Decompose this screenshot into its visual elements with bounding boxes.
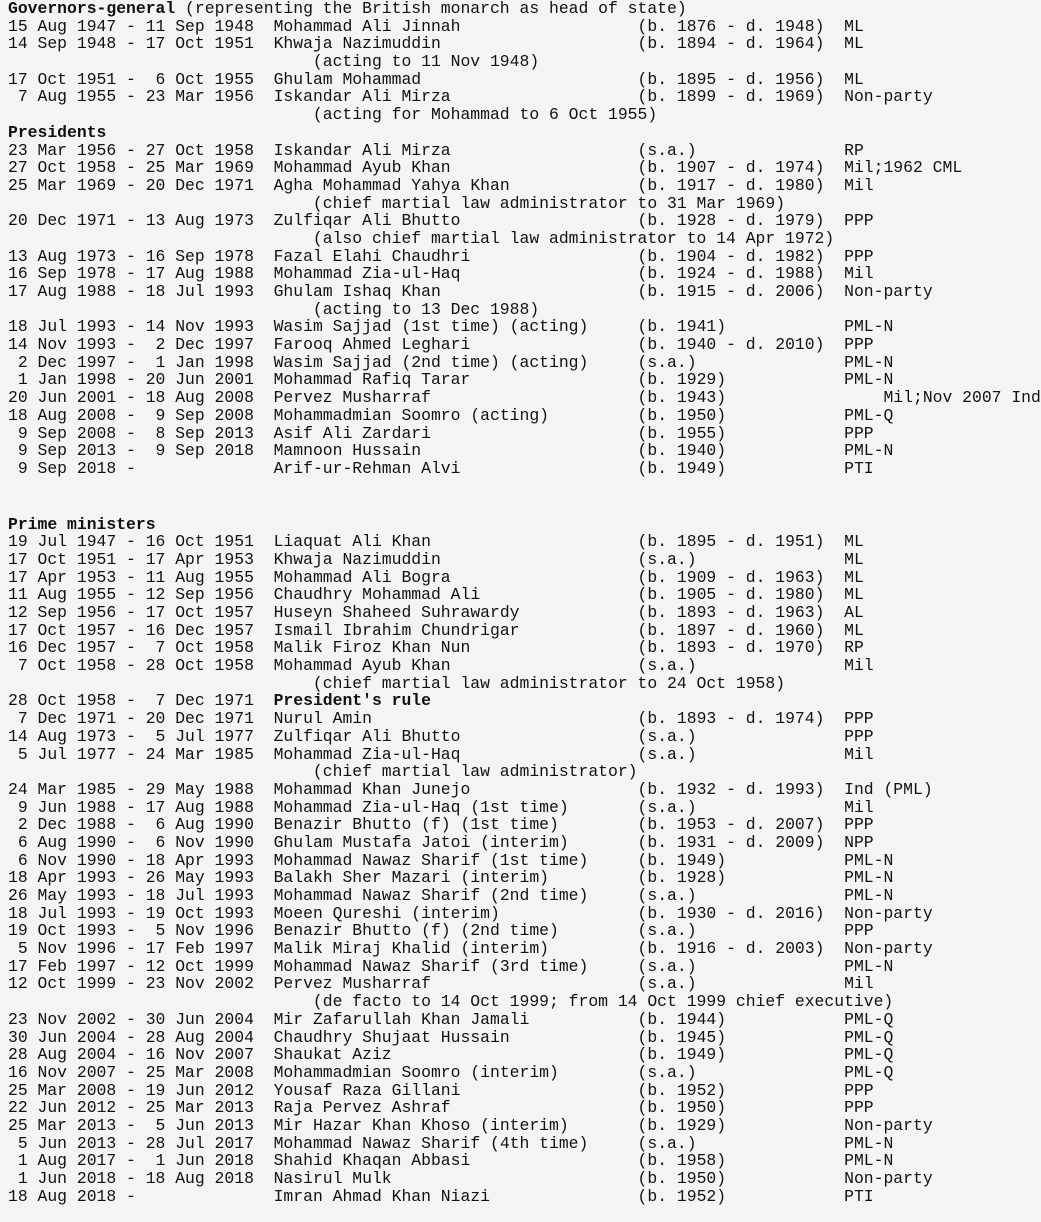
holder-name: Asif Ali Zardari xyxy=(273,423,431,443)
term-dates: 20 Jun 2001 - 18 Aug 2008 xyxy=(8,388,254,408)
birth-death: (b. 1941) xyxy=(637,317,727,337)
term-dates: 25 Mar 1969 - 20 Dec 1971 xyxy=(8,175,254,195)
office-holder-row xyxy=(8,1064,1020,1082)
holder-note xyxy=(8,993,1020,1011)
birth-death: (s.a.) xyxy=(637,1133,697,1153)
term-dates: 22 Jun 2012 - 25 Mar 2013 xyxy=(8,1098,254,1118)
party: Mil xyxy=(844,656,874,676)
holder-name: Khwaja Nazimuddin xyxy=(273,34,441,54)
term-dates: 27 Oct 1958 - 25 Mar 1969 xyxy=(8,158,254,178)
office-holder-row xyxy=(8,460,1020,478)
term-dates: 12 Sep 1956 - 17 Oct 1957 xyxy=(8,603,254,622)
party: PPP xyxy=(844,1080,874,1100)
office-holder-row xyxy=(8,71,1020,89)
holder-name: Ghulam Mustafa Jatoi (interim) xyxy=(273,832,569,852)
birth-death: (b. 1940 - d. 2010) xyxy=(637,335,825,355)
party: RP xyxy=(844,638,864,658)
party: PPP xyxy=(844,726,874,746)
office-holder-row xyxy=(8,569,1020,587)
birth-death: (b. 1929) xyxy=(637,370,727,390)
holder-name: Mohammad Nawaz Sharif (2nd time) xyxy=(273,886,589,905)
birth-death: (b. 1949) xyxy=(637,850,727,870)
party: ML xyxy=(844,34,864,54)
holder-name: Chaudhry Shujaat Hussain xyxy=(273,1027,510,1047)
party: ML xyxy=(844,567,864,587)
term-dates: 18 Jul 1993 - 19 Oct 1993 xyxy=(8,903,254,923)
party: PML-N xyxy=(844,352,894,372)
party: Non-party xyxy=(844,87,933,107)
birth-death: (b. 1897 - d. 1960) xyxy=(637,620,825,640)
party: PML-Q xyxy=(844,1009,894,1029)
term-dates: 17 Oct 1957 - 16 Dec 1957 xyxy=(8,620,254,640)
office-holder-row xyxy=(8,425,1020,443)
office-holder-row xyxy=(8,336,1020,354)
office-holder-row xyxy=(8,710,1020,728)
office-holder-row xyxy=(8,1029,1020,1047)
term-dates: 16 Sep 1978 - 17 Aug 1988 xyxy=(8,264,254,284)
holder-name: Ghulam Ishaq Khan xyxy=(273,282,441,301)
term-dates: 14 Nov 1993 - 2 Dec 1997 xyxy=(8,335,254,355)
holder-name: Benazir Bhutto (f) (2nd time) xyxy=(273,921,559,941)
term-dates: 26 May 1993 - 18 Jul 1993 xyxy=(8,886,254,905)
term-dates: 12 Oct 1999 - 23 Nov 2002 xyxy=(8,974,254,994)
party: PML-N xyxy=(844,886,894,905)
birth-death: (b. 1952) xyxy=(637,1080,727,1100)
section-heading-label: Governors-general xyxy=(8,0,176,18)
holder-name: Mamnoon Hussain xyxy=(273,441,422,461)
term-dates: 16 Nov 2007 - 25 Mar 2008 xyxy=(8,1062,254,1082)
term-dates: 6 Aug 1990 - 6 Nov 1990 xyxy=(8,832,254,852)
party: PML-N xyxy=(844,956,894,976)
birth-death: (b. 1953 - d. 2007) xyxy=(637,815,825,835)
section-heading-label: Prime ministers xyxy=(8,514,156,534)
term-dates: 9 Sep 2008 - 8 Sep 2013 xyxy=(8,423,254,443)
holder-name: Mohammad Nawaz Sharif (3rd time) xyxy=(273,956,589,976)
term-dates: 7 Dec 1971 - 20 Dec 1971 xyxy=(8,709,254,729)
holder-name: Shaukat Aziz xyxy=(273,1045,392,1065)
birth-death: (b. 1895 - d. 1956) xyxy=(637,69,825,89)
holder-note-text: (acting to 11 Nov 1948) xyxy=(312,52,540,72)
office-holder-row xyxy=(8,371,1020,389)
party: PML-Q xyxy=(844,405,894,425)
party: Mil xyxy=(844,175,874,195)
term-dates: 18 Jul 1993 - 14 Nov 1993 xyxy=(8,317,254,337)
party: Mil xyxy=(844,797,874,817)
party: PML-N xyxy=(844,441,894,461)
term-dates: 1 Jun 2018 - 18 Aug 2018 xyxy=(8,1169,254,1188)
office-holder-row xyxy=(8,1170,1020,1188)
party: Non-party xyxy=(844,1169,933,1188)
party: PPP xyxy=(844,246,874,266)
holder-note-text: (also chief martial law administrator to 14 Apr 1972) xyxy=(312,228,835,248)
term-dates: 6 Nov 1990 - 18 Apr 1993 xyxy=(8,850,254,870)
holder-name: Mohammadmian Soomro (interim) xyxy=(273,1062,559,1082)
office-holder-row xyxy=(8,869,1020,887)
birth-death: (s.a.) xyxy=(637,974,697,994)
holder-name: Nurul Amin xyxy=(273,709,372,729)
holder-note xyxy=(8,230,1020,248)
birth-death: (b. 1899 - d. 1969) xyxy=(637,87,825,107)
office-holder-row xyxy=(8,1099,1020,1117)
holder-name: Ismail Ibrahim Chundrigar xyxy=(273,620,520,640)
birth-death: (b. 1958) xyxy=(637,1151,727,1171)
party: PML-N xyxy=(844,1151,894,1171)
term-dates: 7 Aug 1955 - 23 Mar 1956 xyxy=(8,87,254,107)
party: PML-N xyxy=(844,1133,894,1153)
party: ML xyxy=(844,16,864,36)
holder-name: Yousaf Raza Gillani xyxy=(273,1080,461,1100)
birth-death: (b. 1876 - d. 1948) xyxy=(637,16,825,36)
birth-death: (s.a.) xyxy=(637,1062,697,1082)
term-dates: 5 Nov 1996 - 17 Feb 1997 xyxy=(8,939,254,959)
office-holder-row xyxy=(8,1082,1020,1100)
term-dates: 30 Jun 2004 - 28 Aug 2004 xyxy=(8,1027,254,1047)
party: Non-party xyxy=(844,903,933,923)
term-dates: 13 Aug 1973 - 16 Sep 1978 xyxy=(8,246,254,266)
office-holder-row xyxy=(8,35,1020,53)
birth-death: (b. 1928 - d. 1979) xyxy=(637,211,825,231)
birth-death: (b. 1944) xyxy=(637,1009,727,1029)
birth-death: (b. 1931 - d. 2009) xyxy=(637,832,825,852)
holder-name: Malik Miraj Khalid (interim) xyxy=(273,939,550,959)
birth-death: (s.a.) xyxy=(637,956,697,976)
section-heading-prime-ministers xyxy=(8,516,1020,534)
holder-name: Mohammad Zia-ul-Haq xyxy=(273,264,461,284)
party: Mil;1962 CML xyxy=(844,158,963,178)
birth-death: (b. 1894 - d. 1964) xyxy=(637,34,825,54)
term-dates: 28 Aug 2004 - 16 Nov 2007 xyxy=(8,1045,254,1065)
birth-death: (b. 1945) xyxy=(637,1027,727,1047)
holder-name: Mohammadmian Soomro (acting) xyxy=(273,405,550,425)
holder-note xyxy=(8,763,1020,781)
party: Non-party xyxy=(844,282,933,301)
birth-death: (b. 1916 - d. 2003) xyxy=(637,939,825,959)
party: Mil xyxy=(844,974,874,994)
holder-name: Moeen Qureshi (interim) xyxy=(273,903,500,923)
party: Mil;Nov 2007 Ind xyxy=(844,388,1041,408)
office-holder-row xyxy=(8,922,1020,940)
party: ML xyxy=(844,532,864,552)
holder-name: President's rule xyxy=(273,691,431,711)
office-holder-row xyxy=(8,407,1020,425)
section-heading-label: Presidents xyxy=(8,122,107,142)
birth-death: (s.a.) xyxy=(637,921,697,941)
birth-death: (s.a.) xyxy=(637,726,697,746)
term-dates: 20 Dec 1971 - 13 Aug 1973 xyxy=(8,211,254,231)
office-holder-row xyxy=(8,354,1020,372)
term-dates: 23 Mar 1956 - 27 Oct 1958 xyxy=(8,140,254,160)
office-holder-row xyxy=(8,781,1020,799)
party: NPP xyxy=(844,832,874,852)
term-dates: 9 Sep 2018 - xyxy=(8,458,254,478)
party: PPP xyxy=(844,423,874,443)
section-spacer xyxy=(8,478,1020,516)
holder-name: Mohammad Nawaz Sharif (4th time) xyxy=(273,1133,589,1153)
holder-name: Mohammad Zia-ul-Haq (1st time) xyxy=(273,797,569,817)
term-dates: 14 Sep 1948 - 17 Oct 1951 xyxy=(8,34,254,54)
party: Ind (PML) xyxy=(844,779,933,799)
holder-name: Mohammad Rafiq Tarar xyxy=(273,370,471,390)
holder-name: Mohammad Ali Jinnah xyxy=(273,16,461,36)
office-holder-row xyxy=(8,975,1020,993)
holder-name: Liaquat Ali Khan xyxy=(273,532,431,552)
term-dates: 15 Aug 1947 - 11 Sep 1948 xyxy=(8,16,254,36)
holder-name: Fazal Elahi Chaudhri xyxy=(273,246,471,266)
holder-name: Pervez Musharraf xyxy=(273,974,431,994)
office-holder-row xyxy=(8,905,1020,923)
party: AL xyxy=(844,603,864,622)
office-holder-row xyxy=(8,1152,1020,1170)
holder-name: Nasirul Mulk xyxy=(273,1169,392,1188)
holder-name: Khwaja Nazimuddin xyxy=(273,549,441,569)
holder-name: Chaudhry Mohammad Ali xyxy=(273,585,481,605)
term-dates: 17 Oct 1951 - 6 Oct 1955 xyxy=(8,69,254,89)
birth-death: (b. 1943) xyxy=(637,388,727,408)
term-dates: 18 Aug 2018 - xyxy=(8,1186,254,1206)
section-heading-presidents xyxy=(8,124,1020,142)
term-dates: 11 Aug 1955 - 12 Sep 1956 xyxy=(8,585,254,605)
party: RP xyxy=(844,140,864,160)
term-dates: 16 Dec 1957 - 7 Oct 1958 xyxy=(8,638,254,658)
holder-name: Mohammad Khan Junejo xyxy=(273,779,471,799)
term-dates: 5 Jul 1977 - 24 Mar 1985 xyxy=(8,744,254,764)
holder-note-text: (de facto to 14 Oct 1999; from 14 Oct 1999 chief executive) xyxy=(312,992,894,1012)
party: PPP xyxy=(844,211,874,231)
holder-name: Agha Mohammad Yahya Khan xyxy=(273,175,510,195)
office-holder-row xyxy=(8,852,1020,870)
office-holder-row xyxy=(8,816,1020,834)
term-dates: 14 Aug 1973 - 5 Jul 1977 xyxy=(8,726,254,746)
office-holder-row xyxy=(8,1135,1020,1153)
holder-name: Mohammad Ali Bogra xyxy=(273,567,451,587)
birth-death: (b. 1907 - d. 1974) xyxy=(637,158,825,178)
office-holder-row xyxy=(8,958,1020,976)
holder-note-text: (acting for Mohammad to 6 Oct 1955) xyxy=(312,105,658,125)
holder-name: Benazir Bhutto (f) (1st time) xyxy=(273,815,559,835)
holder-note-text: (chief martial law administrator to 31 Mar 1969) xyxy=(312,193,786,213)
birth-death: (b. 1904 - d. 1982) xyxy=(637,246,825,266)
term-dates: 19 Oct 1993 - 5 Nov 1996 xyxy=(8,921,254,941)
term-dates: 17 Oct 1951 - 17 Apr 1953 xyxy=(8,549,254,569)
term-dates: 17 Aug 1988 - 18 Jul 1993 xyxy=(8,282,254,301)
birth-death: (s.a.) xyxy=(637,886,697,905)
office-holder-row xyxy=(8,728,1020,746)
holder-name: Farooq Ahmed Leghari xyxy=(273,335,471,355)
office-holder-row xyxy=(8,639,1020,657)
party: PML-N xyxy=(844,868,894,888)
holder-name: Zulfiqar Ali Bhutto xyxy=(273,211,461,231)
birth-death: (s.a.) xyxy=(637,549,697,569)
birth-death: (b. 1905 - d. 1980) xyxy=(637,585,825,605)
office-holder-row xyxy=(8,248,1020,266)
office-holder-row xyxy=(8,88,1020,106)
holder-note xyxy=(8,195,1020,213)
office-holder-row xyxy=(8,834,1020,852)
party: PML-N xyxy=(844,850,894,870)
term-dates: 17 Apr 1953 - 11 Aug 1955 xyxy=(8,567,254,587)
office-holder-row xyxy=(8,142,1020,160)
birth-death: (s.a.) xyxy=(637,656,697,676)
office-holder-row xyxy=(8,533,1020,551)
birth-death: (b. 1949) xyxy=(637,1045,727,1065)
term-dates: 2 Dec 1988 - 6 Aug 1990 xyxy=(8,815,254,835)
holder-name: Mohammad Ayub Khan xyxy=(273,656,451,676)
party: PPP xyxy=(844,335,874,355)
holder-name: Arif-ur-Rehman Alvi xyxy=(273,458,461,478)
office-holder-row xyxy=(8,177,1020,195)
birth-death: (b. 1917 - d. 1980) xyxy=(637,175,825,195)
birth-death: (b. 1952) xyxy=(637,1186,727,1206)
holder-name: Iskandar Ali Mirza xyxy=(273,140,451,160)
birth-death: (b. 1928) xyxy=(637,868,727,888)
birth-death: (b. 1932 - d. 1993) xyxy=(637,779,825,799)
term-dates: 1 Aug 2017 - 1 Jun 2018 xyxy=(8,1151,254,1171)
office-holder-row xyxy=(8,887,1020,905)
holder-name: Iskandar Ali Mirza xyxy=(273,87,451,107)
office-holder-row xyxy=(8,442,1020,460)
holder-note xyxy=(8,675,1020,693)
office-holder-row xyxy=(8,1011,1020,1029)
holder-note-text: (acting to 13 Dec 1988) xyxy=(312,299,540,319)
holder-name: Mohammad Zia-ul-Haq xyxy=(273,744,461,764)
holder-name: Shahid Khaqan Abbasi xyxy=(273,1151,471,1171)
office-holder-row xyxy=(8,1117,1020,1135)
term-dates: 24 Mar 1985 - 29 May 1988 xyxy=(8,779,254,799)
party: ML xyxy=(844,549,864,569)
holder-name: Mohammad Nawaz Sharif (1st time) xyxy=(273,850,589,870)
party: PTI xyxy=(844,458,874,478)
holder-name: Wasim Sajjad (1st time) (acting) xyxy=(273,317,589,337)
holder-name: Ghulam Mohammad xyxy=(273,69,422,89)
office-holder-row xyxy=(8,657,1020,675)
term-dates: 19 Jul 1947 - 16 Oct 1951 xyxy=(8,532,254,552)
party: PTI xyxy=(844,1186,874,1206)
birth-death: (b. 1915 - d. 2006) xyxy=(637,282,825,301)
birth-death: (b. 1955) xyxy=(637,423,727,443)
term-dates: 25 Mar 2013 - 5 Jun 2013 xyxy=(8,1115,254,1135)
holder-name: Wasim Sajjad (2nd time) (acting) xyxy=(273,352,589,372)
birth-death: (b. 1949) xyxy=(637,458,727,478)
office-holder-row xyxy=(8,18,1020,36)
party: Mil xyxy=(844,744,874,764)
party: PML-Q xyxy=(844,1027,894,1047)
party: Non-party xyxy=(844,1115,933,1135)
holder-note xyxy=(8,106,1020,124)
term-dates: 28 Oct 1958 - 7 Dec 1971 xyxy=(8,691,254,711)
birth-death: (b. 1950) xyxy=(637,1098,727,1118)
party: PML-N xyxy=(844,317,894,337)
office-holder-row xyxy=(8,1188,1020,1206)
office-holder-row xyxy=(8,604,1020,622)
birth-death: (b. 1930 - d. 2016) xyxy=(637,903,825,923)
holder-note xyxy=(8,53,1020,71)
party: PML-Q xyxy=(844,1045,894,1065)
office-holder-row xyxy=(8,940,1020,958)
office-holder-row xyxy=(8,692,1020,710)
office-holder-row xyxy=(8,586,1020,604)
office-holder-row xyxy=(8,799,1020,817)
birth-death: (b. 1950) xyxy=(637,405,727,425)
holder-name: Zulfiqar Ali Bhutto xyxy=(273,726,461,746)
birth-death: (b. 1909 - d. 1963) xyxy=(637,567,825,587)
birth-death: (b. 1924 - d. 1988) xyxy=(637,264,825,284)
birth-death: (b. 1893 - d. 1970) xyxy=(637,638,825,658)
birth-death: (s.a.) xyxy=(637,140,697,160)
office-holder-row xyxy=(8,551,1020,569)
party: ML xyxy=(844,620,864,640)
term-dates: 5 Jun 2013 - 28 Jul 2017 xyxy=(8,1133,254,1153)
holder-name: Mir Zafarullah Khan Jamali xyxy=(273,1009,530,1029)
birth-death: (b. 1893 - d. 1963) xyxy=(637,603,825,622)
party: Non-party xyxy=(844,939,933,959)
section-heading-governors-general xyxy=(8,0,1020,18)
term-dates: 9 Sep 2013 - 9 Sep 2018 xyxy=(8,441,254,461)
office-holder-row xyxy=(8,159,1020,177)
party: PPP xyxy=(844,815,874,835)
office-holder-row xyxy=(8,283,1020,301)
holder-name: Balakh Sher Mazari (interim) xyxy=(273,868,550,888)
birth-death: (s.a.) xyxy=(637,797,697,817)
term-dates: 23 Nov 2002 - 30 Jun 2004 xyxy=(8,1009,254,1029)
office-holder-row xyxy=(8,212,1020,230)
party: PPP xyxy=(844,1098,874,1118)
holder-name: Imran Ahmad Khan Niazi xyxy=(273,1186,490,1206)
office-holder-row xyxy=(8,388,1041,408)
birth-death: (s.a.) xyxy=(637,352,697,372)
section-heading-note: (representing the British monarch as head of state) xyxy=(175,0,687,18)
term-dates: 9 Jun 1988 - 17 Aug 1988 xyxy=(8,797,254,817)
party: PML-Q xyxy=(844,1062,894,1082)
birth-death: (b. 1929) xyxy=(637,1115,727,1135)
office-holder-row xyxy=(8,265,1020,283)
holder-name: Malik Firoz Khan Nun xyxy=(273,638,471,658)
party: PML-N xyxy=(844,370,894,390)
party: ML xyxy=(844,585,864,605)
birth-death: (b. 1893 - d. 1974) xyxy=(637,709,825,729)
holder-name: Mir Hazar Khan Khoso (interim) xyxy=(273,1115,569,1135)
holder-name: Mohammad Ayub Khan xyxy=(273,158,451,178)
holder-name: Pervez Musharraf xyxy=(273,388,431,408)
office-holder-row xyxy=(8,746,1020,764)
holder-note xyxy=(8,301,1020,319)
holder-note-text: (chief martial law administrator) xyxy=(312,762,638,782)
holder-name: Raja Pervez Ashraf xyxy=(273,1098,451,1118)
party: PPP xyxy=(844,709,874,729)
office-holder-row xyxy=(8,622,1020,640)
birth-death: (b. 1895 - d. 1951) xyxy=(637,532,825,552)
birth-death: (b. 1940) xyxy=(637,441,727,461)
term-dates: 18 Apr 1993 - 26 May 1993 xyxy=(8,868,254,888)
term-dates: 18 Aug 2008 - 9 Sep 2008 xyxy=(8,405,254,425)
birth-death: (b. 1950) xyxy=(637,1169,727,1188)
term-dates: 1 Jan 1998 - 20 Jun 2001 xyxy=(8,370,254,390)
holder-name: Huseyn Shaheed Suhrawardy xyxy=(273,603,520,622)
office-holder-row xyxy=(8,1046,1020,1064)
term-dates: 17 Feb 1997 - 12 Oct 1999 xyxy=(8,956,254,976)
holder-note-text: (chief martial law administrator to 24 Oct 1958) xyxy=(312,673,786,693)
term-dates: 7 Oct 1958 - 28 Oct 1958 xyxy=(8,656,254,676)
birth-death: (s.a.) xyxy=(637,744,697,764)
office-holder-row xyxy=(8,318,1020,336)
party: ML xyxy=(844,69,864,89)
term-dates: 2 Dec 1997 - 1 Jan 1998 xyxy=(8,352,254,372)
party: Mil xyxy=(844,264,874,284)
party: PPP xyxy=(844,921,874,941)
term-dates: 25 Mar 2008 - 19 Jun 2012 xyxy=(8,1080,254,1100)
